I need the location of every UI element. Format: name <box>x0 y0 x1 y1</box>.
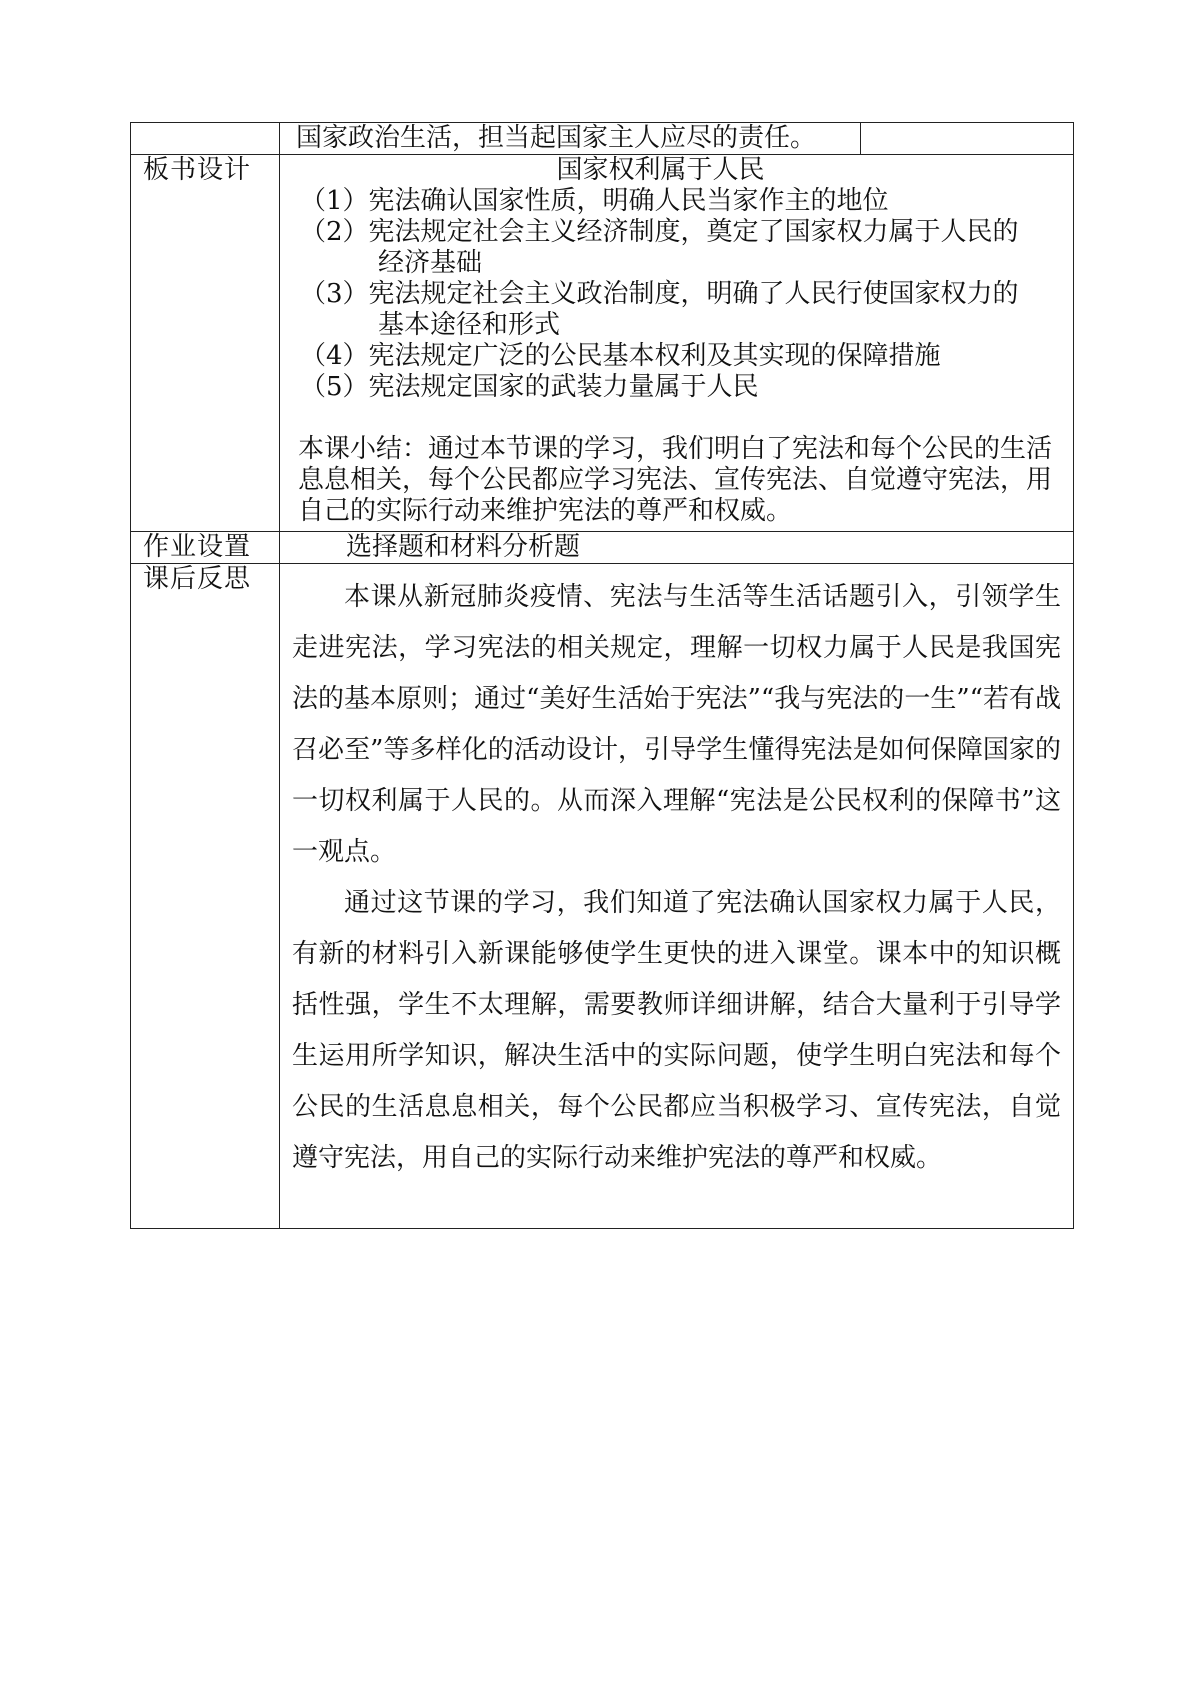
table-row-continuation <box>131 123 1074 155</box>
reflection-paragraph-2: 通过这节课的学习，我们知道了宪法确认国家权力属于人民，有新的材料引入新课能够使学生更快的进入课堂。课本中的知识概括性强，学生不太理解，需要教师详细讲解，结合大量利于引导学生运用所学知识，解决生活中的实际问题，使学生明白宪法和每个公民的生活息息相关，每个公民都应当积极学习、宣传宪法，自觉遵守宪法，用自己的实际行动来维护宪法的尊严和权威。 <box>292 888 1061 1173</box>
board-item-2-continuation: 经济基础 <box>378 248 483 278</box>
board-design-label: 板书设计 <box>131 155 280 532</box>
cell-divider-line <box>860 122 861 155</box>
reflection-cell <box>280 564 1074 1229</box>
board-item-3-text: （3）宪法规定社会主义政治制度，明确了人民行使国家权力的 <box>300 279 1019 309</box>
homework-text: 选择题和材料分析题 <box>280 532 1074 564</box>
continuation-line-wrap <box>296 123 1073 154</box>
table-row-homework <box>131 532 1074 564</box>
reflection-paragraph-1: 本课从新冠肺炎疫情、宪法与生活等生活话题引入，引领学生走进宪法，学习宪法的相关规定，理解一切权力属于人民是我国宪法的基本原则；通过“美好生活始于宪法”“我与宪法的一生”“若有战召必至”等多样化的活动设计，引导学生懂得宪法是如何保障国家的一切权利属于人民的。从而深入理解“宪法是公民权利的保障书”这一观点。 <box>292 582 1061 867</box>
lesson-summary: 本课小结：通过本节课的学习，我们明白了宪法和每个公民的生活息息相关，每个公民都应学习宪法、宣传宪法、自觉遵守宪法，用自己的实际行动来维护宪法的尊严和权威。 <box>298 434 1053 526</box>
board-item-2 <box>298 217 1063 279</box>
board-item-3-continuation: 基本途径和形式 <box>378 310 561 340</box>
board-item-2-text: （2）宪法规定社会主义经济制度，奠定了国家权力属于人民的 <box>300 217 1019 247</box>
board-item-1-text: （1）宪法确认国家性质，明确人民当家作主的地位 <box>300 186 889 216</box>
board-design-cell <box>280 155 1074 532</box>
row-label-empty <box>131 123 280 155</box>
continuation-text: 国家政治生活，担当起国家主人应尽的责任。 <box>296 123 817 153</box>
board-item-5-text: （5）宪法规定国家的武装力量属于人民 <box>300 372 759 402</box>
board-item-5 <box>298 372 1063 403</box>
reflection-label: 课后反思 <box>131 564 280 1229</box>
lesson-plan-table <box>130 122 1074 1229</box>
homework-label: 作业设置 <box>131 532 280 564</box>
table-row-reflection <box>131 564 1074 1229</box>
board-item-4-text: （4）宪法规定广泛的公民基本权利及其实现的保障措施 <box>300 341 941 371</box>
board-item-1 <box>298 186 1063 217</box>
board-spacer <box>298 403 1063 434</box>
continuation-cell <box>280 123 1074 155</box>
board-title: 国家权利属于人民 <box>556 155 765 185</box>
board-item-3 <box>298 279 1063 341</box>
board-item-4 <box>298 341 1063 372</box>
table-row-board-design <box>131 155 1074 532</box>
